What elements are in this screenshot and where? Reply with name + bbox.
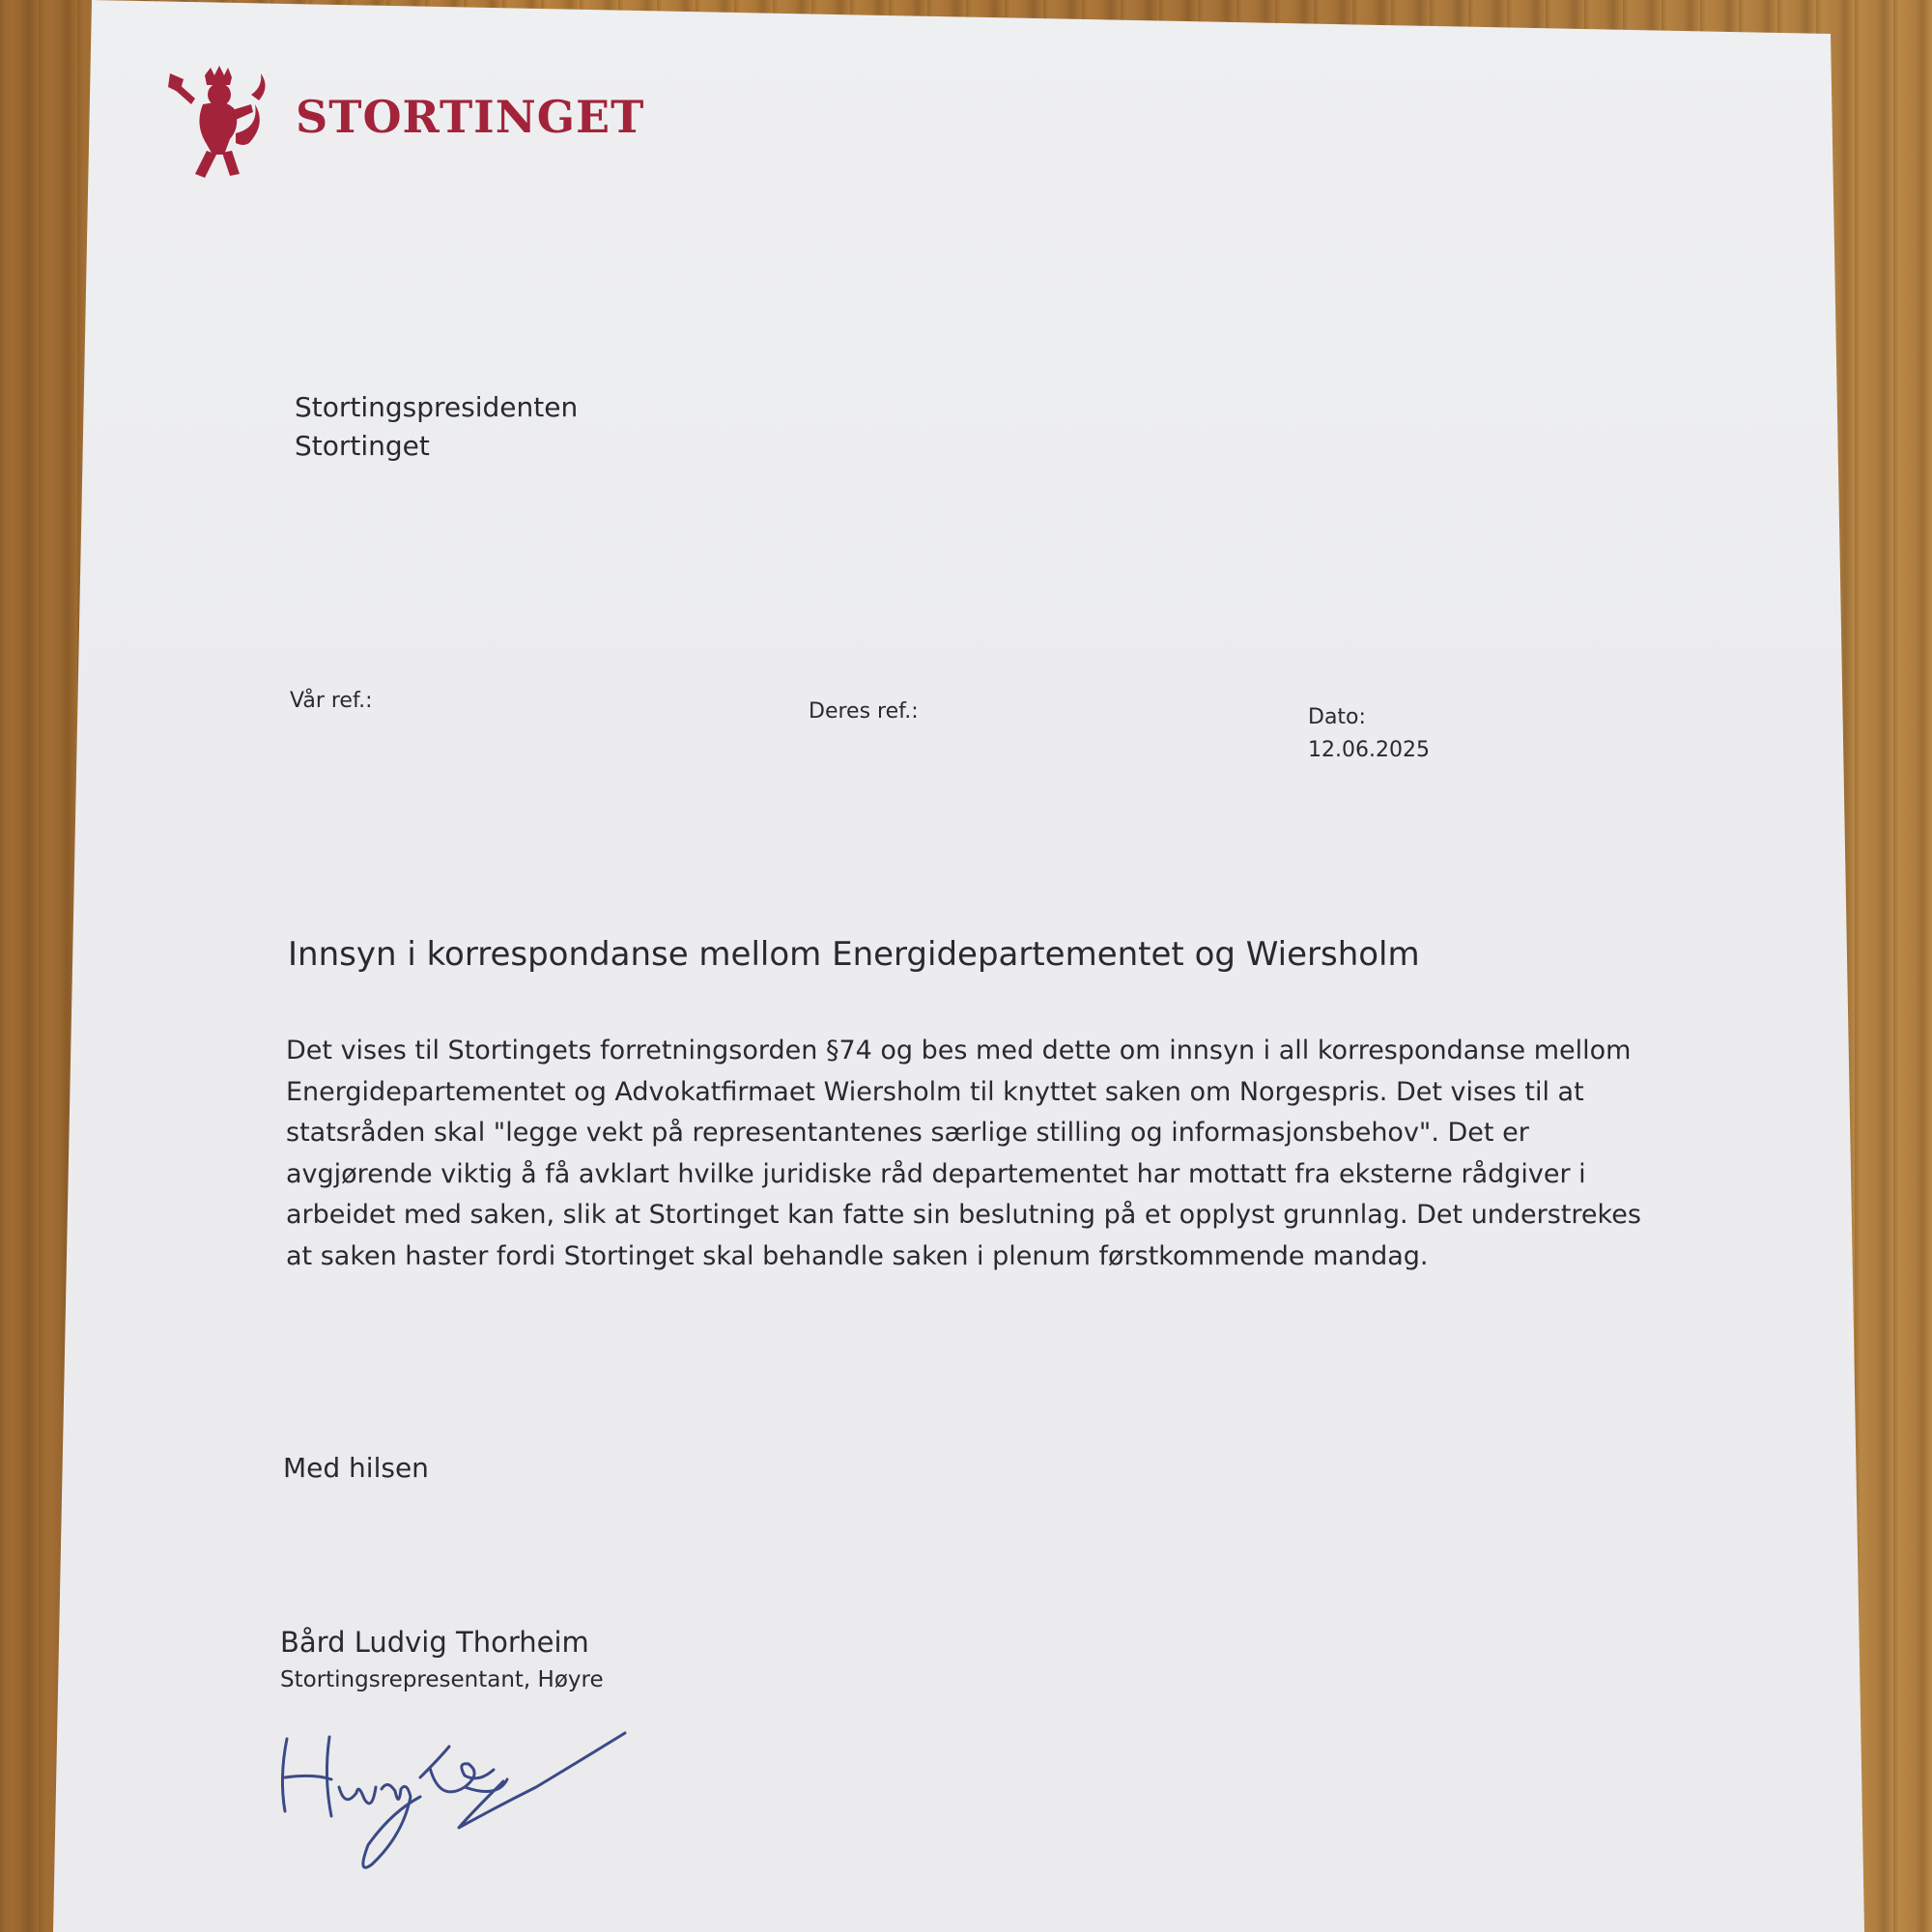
deres-ref-label: Deres ref.:: [809, 699, 919, 724]
handwritten-signature-icon: [275, 1719, 642, 1888]
var-ref-label: Vår ref.:: [290, 689, 373, 713]
recipient-address: [295, 388, 578, 466]
letter-subject: Innsyn i korrespondanse mellom Energidepartementet og Wiersholm: [288, 935, 1420, 974]
date-value: 12.06.2025: [1308, 738, 1430, 762]
date-label: Dato:: [1308, 705, 1366, 729]
letter-body: [286, 1031, 1658, 1277]
signer-title: Stortingsrepresentant, Høyre: [280, 1667, 604, 1692]
signer-name: Bård Ludvig Thorheim: [280, 1626, 589, 1659]
body-paragraph: Det vises til Stortingets forretningsorden §74 og bes med dette om innsyn i all korrespondanse mellom Energidepartementet og Advokatfirmaet Wiersholm til knyttet saken om Norgespris. Det vises til at statsråden skal "legge vekt på representantenes særlige stilling og informasjonsbehov". Det er avgjørende viktig å få avklart hvilke juridiske råd departementet har mottatt fra eksterne rådgiver i arbeidet med saken, slik at Stortinget kan fatte sin beslutning på et opplyst grunnlag. Det understrekes at saken haster fordi Stortinget skal behandle saken i plenum førstkommende mandag.: [286, 1036, 1641, 1271]
date-block: [1308, 701, 1430, 767]
closing-greeting: Med hilsen: [283, 1452, 429, 1484]
recipient-line-1: Stortingspresidenten: [295, 391, 579, 423]
letterhead-logo: [166, 66, 644, 182]
org-name: STORTINGET: [296, 91, 645, 143]
recipient-line-2: Stortinget: [295, 430, 430, 462]
lion-crest-icon: [166, 66, 272, 182]
